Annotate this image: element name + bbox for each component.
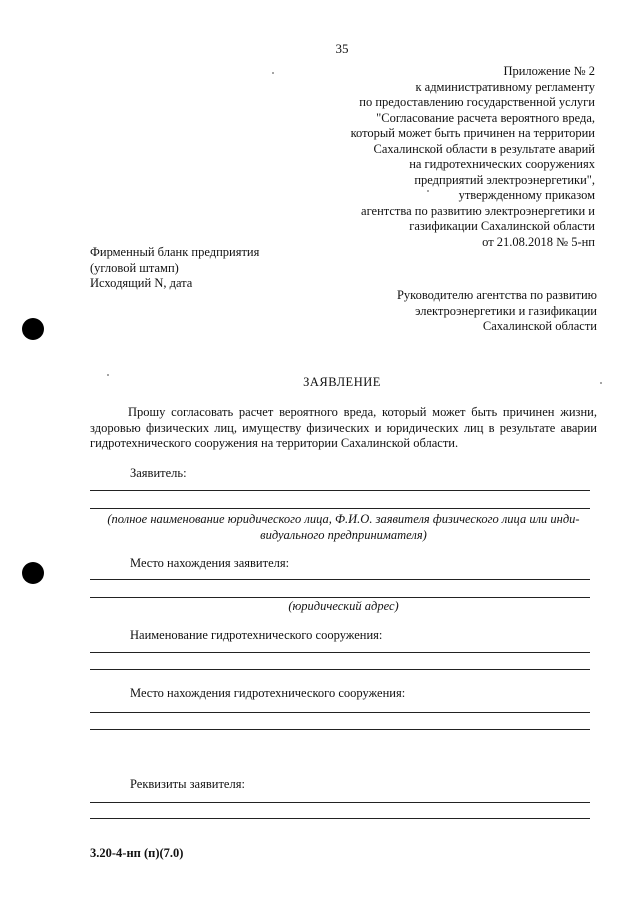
document-title: ЗАЯВЛЕНИЕ [303,375,381,389]
structure-name-label: Наименование гидротехнического сооружения: [130,628,383,642]
applicant-location-line-2[interactable] [90,597,590,598]
applicant-hint-line: видуального предпринимателя) [260,527,427,542]
addressee-line: электроэнергетики и газификации [415,303,597,318]
structure-location-line-1[interactable] [90,712,590,713]
document-code: 3.20-4-нп (п)(7.0) [90,846,184,860]
requisites-label: Реквизиты заявителя: [130,777,245,791]
letterhead-line: Фирменный бланк предприятия [90,245,260,259]
page-number: 35 [335,41,349,56]
appendix-line: от 21.08.2018 № 5-нп [482,234,595,249]
requisites-line-1[interactable] [90,802,590,803]
appendix-line: Приложение № 2 [503,64,595,78]
appendix-line: Сахалинской области в результате аварий [373,141,595,156]
letterhead-block [90,245,259,292]
appendix-reference [265,64,595,250]
scan-speck [107,374,109,376]
applicant-location-hint: (юридический адрес) [288,599,399,613]
appendix-line: на гидротехнических сооружениях [409,157,595,171]
structure-name-line-2[interactable] [90,669,590,670]
appendix-line: агентства по развитию электроэнергетики и [361,203,595,218]
appendix-line: газификации Сахалинской области [409,219,595,233]
scan-speck [600,382,602,384]
applicant-location-label: Место нахождения заявителя: [130,556,290,570]
appendix-line: к административному регламенту [415,79,595,94]
scan-speck [272,72,274,74]
applicant-label: Заявитель: [130,466,187,480]
appendix-line: по предоставлению государственной услуги [359,95,595,109]
applicant-hint-line: (полное наименование юридического лица, Ф.И.О. заявителя физического лица или инди- [107,512,580,526]
applicant-line-1[interactable] [90,490,590,491]
structure-location-line-2[interactable] [90,729,590,730]
letterhead-line: Исходящий N, дата [90,276,193,290]
structure-location-label: Место нахождения гидротехнического сооружения: [130,686,406,700]
appendix-line: утвержденному приказом [458,188,595,202]
applicant-location-line-1[interactable] [90,579,590,580]
appendix-line: предприятий электроэнергетики", [414,172,595,187]
addressee-line: Сахалинской области [482,319,597,333]
applicant-hint [90,512,597,543]
scan-speck [427,190,429,192]
addressee-line: Руководителю агентства по развитию [396,288,597,302]
addressee-block [397,288,597,335]
requisites-line-2[interactable] [90,818,590,819]
request-paragraph: Прошу согласовать расчет вероятного вреда, который может быть причинен жизни, здоровью физических лиц, имуществу физических и юридических лиц в результате аварии гидротехнического сооружения на территории Сахалинской области. [90,405,597,450]
letterhead-line: (угловой штамп) [90,260,179,275]
appendix-line: который может быть причинен на территории [350,126,595,140]
applicant-line-2[interactable] [90,508,590,509]
appendix-line: "Согласование расчета вероятного вреда, [376,110,595,125]
punch-hole [22,318,44,340]
punch-hole [22,562,44,584]
structure-name-line-1[interactable] [90,652,590,653]
